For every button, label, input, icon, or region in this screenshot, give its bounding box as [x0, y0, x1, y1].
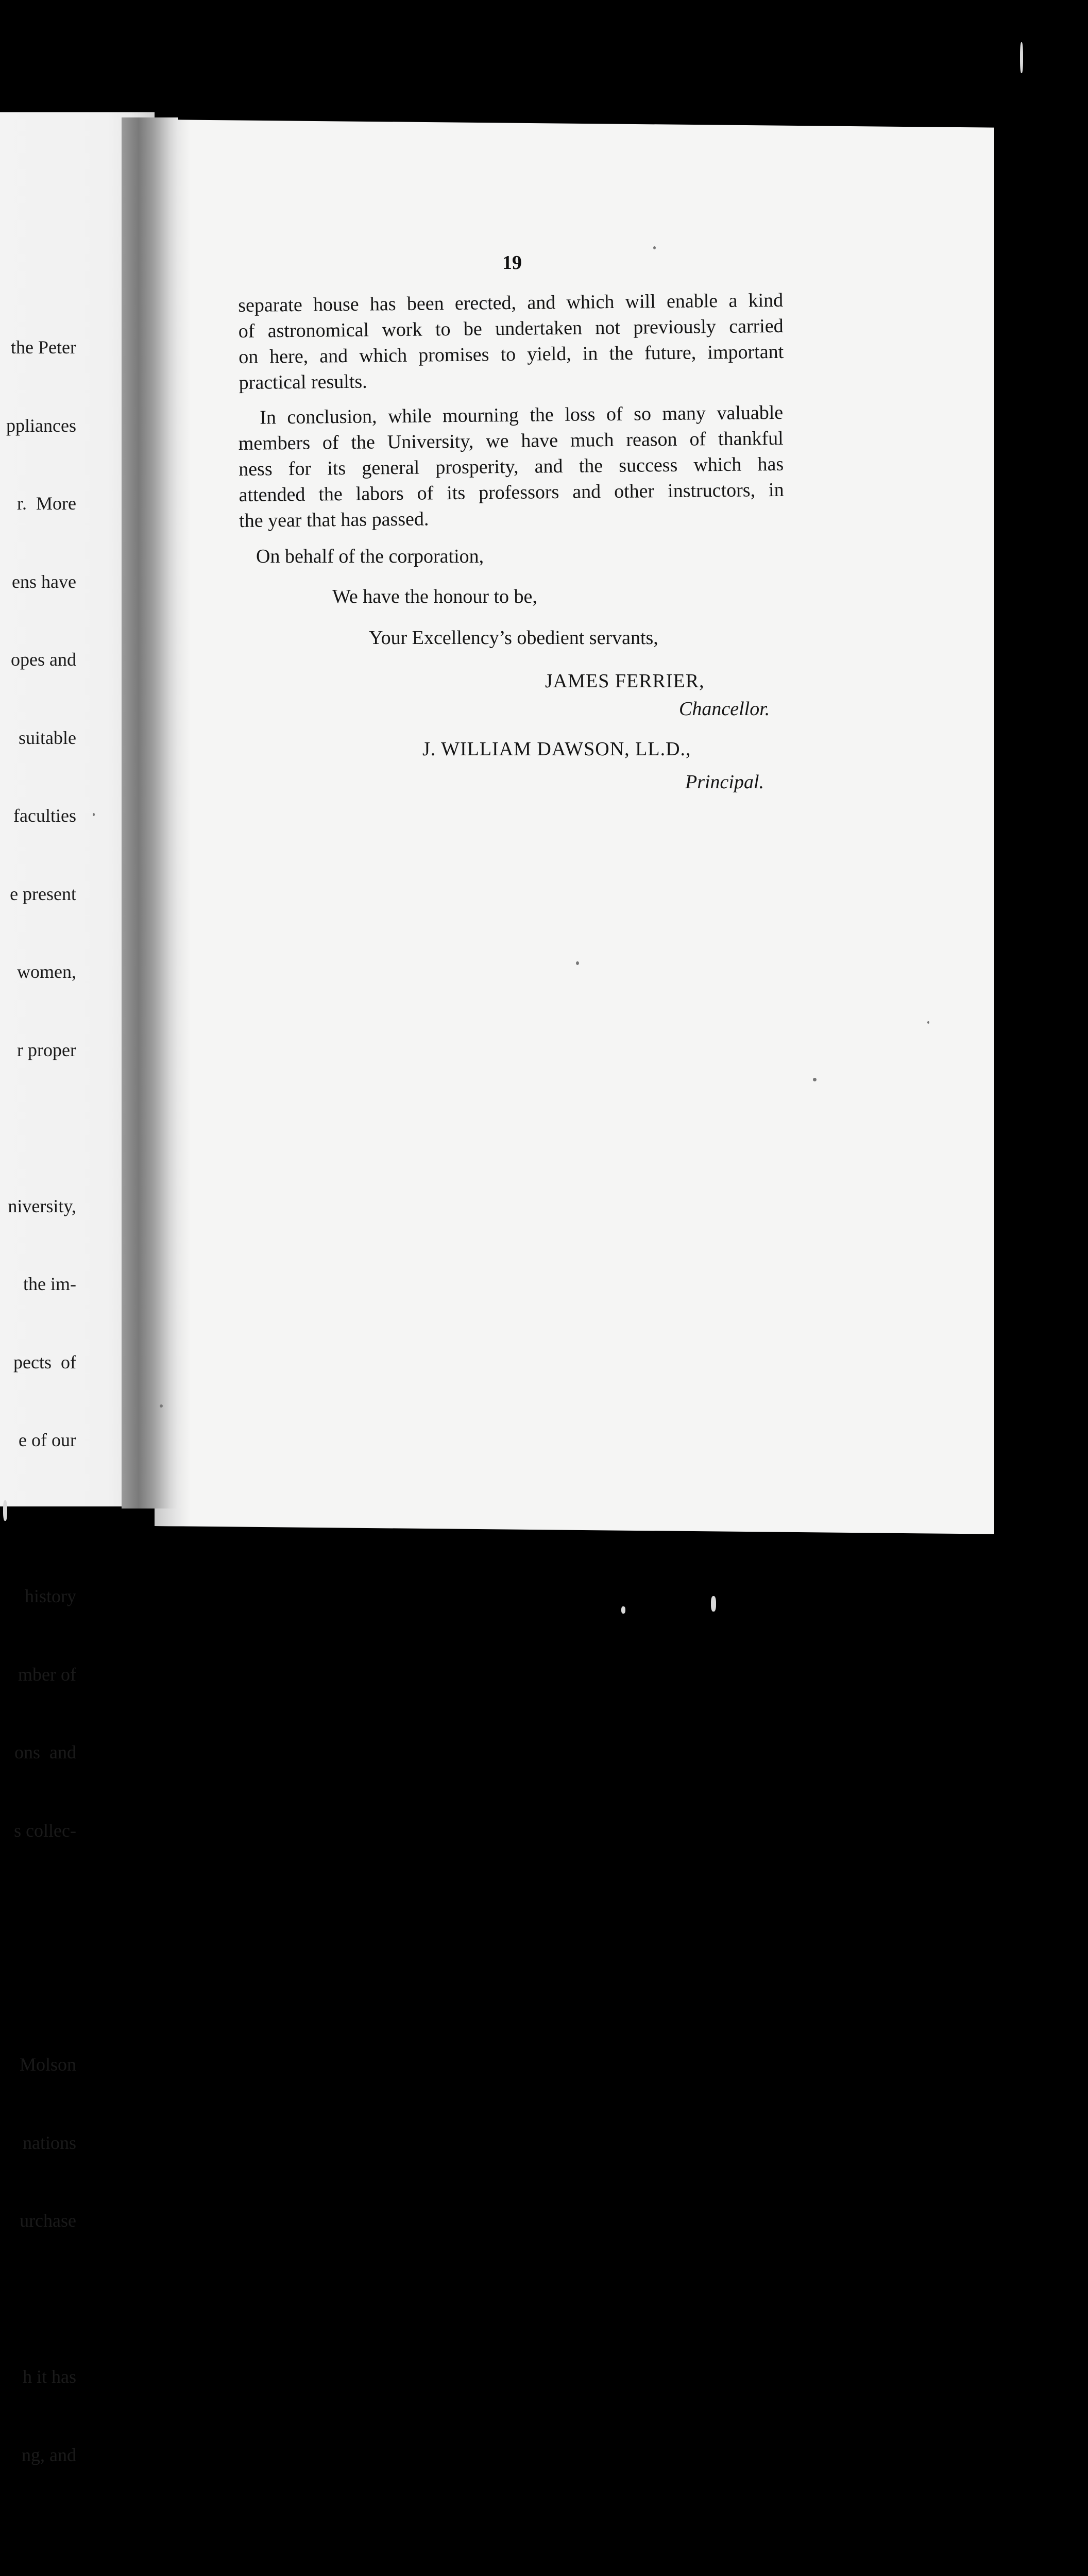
left-line: e of our — [19, 1430, 76, 1450]
paragraph-continuation — [238, 287, 784, 396]
left-line — [6, 1115, 76, 1141]
left-line: opes and — [11, 649, 76, 670]
left-line: women, — [17, 961, 76, 982]
paragraph-line: In conclusion, while mourning the loss of so many valuable — [260, 401, 784, 429]
book-gutter-shadow — [122, 117, 178, 1509]
closing-behalf: On behalf of the corporation, — [256, 546, 484, 567]
left-line: suitable — [19, 727, 76, 748]
left-line: s collec- — [14, 1820, 76, 1841]
left-line: h it has — [23, 2366, 76, 2387]
paragraph-line: on here, and which promises to yield, in the future, important — [238, 341, 784, 368]
left-line: r. More — [17, 493, 76, 514]
dust-speck — [653, 246, 656, 249]
paragraph-line: the year that has passed. — [239, 508, 429, 532]
dust-speck — [160, 1404, 163, 1408]
signatory-name-chancellor: JAMES FERRIER, — [545, 670, 705, 692]
left-line — [6, 1895, 76, 1922]
left-line: urchase — [20, 2210, 76, 2231]
paragraph-line: of astronomical work to be undertaken not previously carried — [238, 315, 784, 342]
dust-speck — [711, 1596, 716, 1612]
paragraph-line: members of the University, we have much reason of thankful — [238, 427, 784, 454]
left-line: faculties — [13, 805, 76, 826]
closing-servants: Your Excellency’s obedient servants, — [369, 627, 658, 649]
left-line: mber of — [18, 1664, 76, 1685]
paragraph-line: attended the labors of its professors and other instructors, in — [239, 479, 784, 506]
left-line: the Peter — [11, 337, 76, 358]
left-line: ng, and — [22, 2444, 76, 2465]
left-line: r proper — [17, 1039, 76, 1060]
paragraph-line: practical results. — [239, 370, 367, 394]
signatory-name-principal: J. WILLIAM DAWSON, LL.D., — [422, 738, 691, 760]
dust-speck — [576, 961, 579, 965]
left-line — [6, 2286, 76, 2312]
dust-speck — [93, 813, 95, 816]
paragraph-conclusion — [238, 400, 784, 534]
left-line: niversity, — [8, 1195, 76, 1216]
left-line: history — [24, 1586, 76, 1606]
left-page-text — [6, 282, 76, 2576]
left-line — [6, 1505, 76, 1532]
left-line: pects of — [13, 1351, 76, 1372]
signatory-title-principal: Principal. — [685, 771, 764, 793]
left-line: ons and — [14, 1742, 76, 1762]
left-line: e present — [10, 883, 76, 904]
left-line: nations — [23, 2132, 76, 2153]
paragraph-line: ness for its general prosperity, and the success which has — [238, 453, 784, 480]
signatory-title-chancellor: Chancellor. — [679, 698, 770, 720]
left-line — [6, 1974, 76, 2000]
left-line — [6, 2520, 76, 2546]
left-line: Molson — [19, 2054, 76, 2075]
dust-speck — [1020, 42, 1023, 73]
paragraph-line: separate house has been erected, and which will enable a kind — [238, 289, 784, 316]
closing-honour: We have the honour to be, — [332, 586, 537, 607]
left-line: ens have — [12, 571, 76, 592]
left-line: the im- — [23, 1274, 76, 1294]
dust-speck — [3, 1500, 7, 1521]
dust-speck — [621, 1606, 625, 1614]
left-line: ppliances — [6, 415, 76, 436]
dust-speck — [927, 1021, 929, 1024]
dust-speck — [813, 1078, 817, 1081]
page-number: 19 — [502, 252, 522, 274]
